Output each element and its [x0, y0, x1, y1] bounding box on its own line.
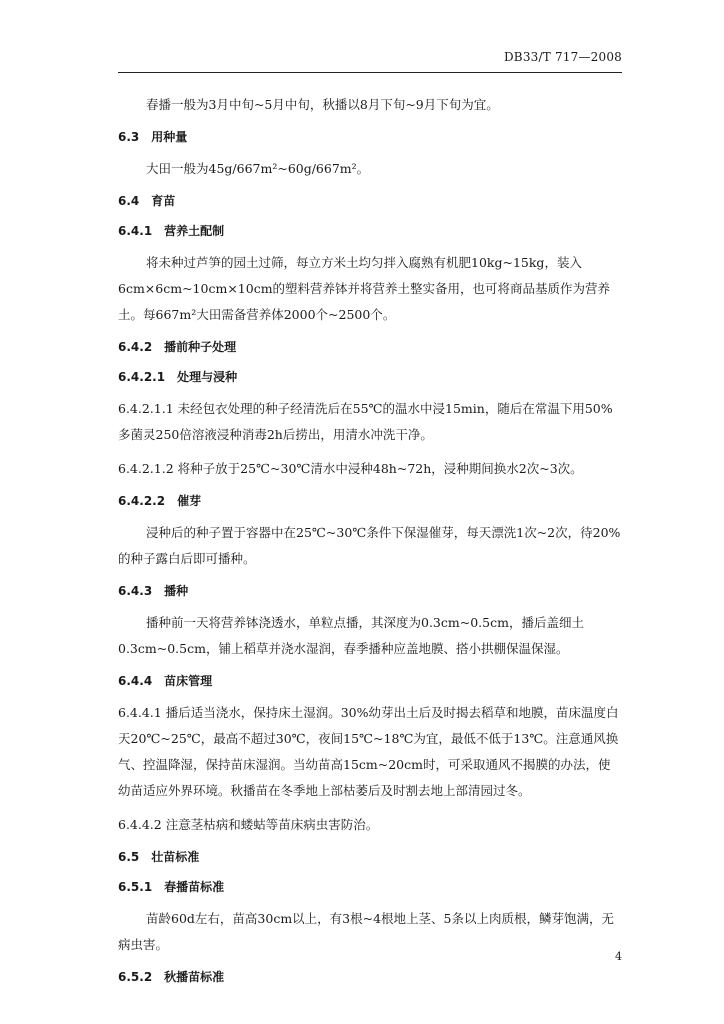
- paragraph-6-4-4-1: 6.4.4.1 播后适当浇水，保持床土湿润。30%幼芽出土后及时揭去稻草和地膜，苗床温度白天20℃~25℃，最高不超过30℃，夜间15℃~18℃为宜，最低不低于13℃。注意通风换气、控温降湿，保持苗床湿润。当幼苗高15cm~20cm时，可采取通风不揭膜的办法，使幼苗适应外界环境。秋播苗在冬季地上部枯萎后及时割去地上部清园过冬。: [118, 705, 619, 798]
- heading-6-5-2: 6.5.2 秋播苗标准: [118, 970, 225, 984]
- heading-6-4-2: 6.4.2 播前种子处理: [118, 340, 237, 354]
- header-divider: [118, 72, 622, 73]
- document-code: DB33/T 717—2008: [503, 50, 622, 64]
- paragraph-spring-seedling-standard: 苗龄60d左右，苗高30cm以上，有3根~4根地上茎、5条以上肉质根，鳞芽饱满，无病虫害。: [118, 911, 615, 952]
- heading-6-4-2-1: 6.4.2.1 处理与浸种: [118, 370, 238, 384]
- paragraph-6-4-2-1-1: 6.4.2.1.1 未经包衣处理的种子经清洗后在55℃的温水中浸15min，随后在常温下用50%多菌灵250倍溶液浸种消毒2h后捞出，用清水冲洗干净。: [118, 401, 613, 442]
- paragraph-nutrient-soil: 将未种过芦笋的园土过筛，每立方米土均匀拌入腐熟有机肥10kg~15kg，装入6cm×6cm~10cm×10cm的塑料营养钵并将营养土整实备用，也可将商品基质作为营养土。每667m²大田需备营养体2000个~2500个。: [118, 255, 611, 322]
- page-number: 4: [615, 950, 622, 963]
- paragraph-6-4-4-2: 6.4.4.2 注意茎枯病和蝼蛄等苗床病虫害防治。: [118, 817, 379, 832]
- heading-6-4-4: 6.4.4 苗床管理: [118, 674, 213, 688]
- document-body: [118, 92, 622, 988]
- paragraph-sowing-time: 春播一般为3月中旬~5月中旬，秋播以8月下旬~9月下旬为宜。: [146, 97, 499, 112]
- paragraph-germination: 浸种后的种子置于容器中在25℃~30℃条件下保湿催芽，每天漂洗1次~2次，待20%的种子露白后即可播种。: [118, 525, 621, 566]
- paragraph-sowing: 播种前一天将营养钵浇透水，单粒点播，其深度为0.3cm~0.5cm，播后盖细土0.3cm~0.5cm，铺上稻草并浇水湿润，春季播种应盖地膜、搭小拱棚保温保湿。: [118, 615, 584, 656]
- paragraph-6-4-2-1-2: 6.4.2.1.2 将种子放于25℃~30℃清水中浸种48h~72h，浸种期间换水2次~3次。: [118, 461, 583, 476]
- heading-6-5-1: 6.5.1 春播苗标准: [118, 880, 225, 894]
- heading-6-4-2-2: 6.4.2.2 催芽: [118, 494, 202, 508]
- heading-6-4-3: 6.4.3 播种: [118, 584, 189, 598]
- heading-6-4-1: 6.4.1 营养土配制: [118, 224, 225, 238]
- paragraph-seed-quantity: 大田一般为45g/667m²~60g/667m²。: [146, 161, 370, 176]
- heading-6-4: 6.4 育苗: [118, 194, 176, 208]
- heading-6-5: 6.5 壮苗标准: [118, 850, 200, 864]
- heading-6-3: 6.3 用种量: [118, 130, 188, 144]
